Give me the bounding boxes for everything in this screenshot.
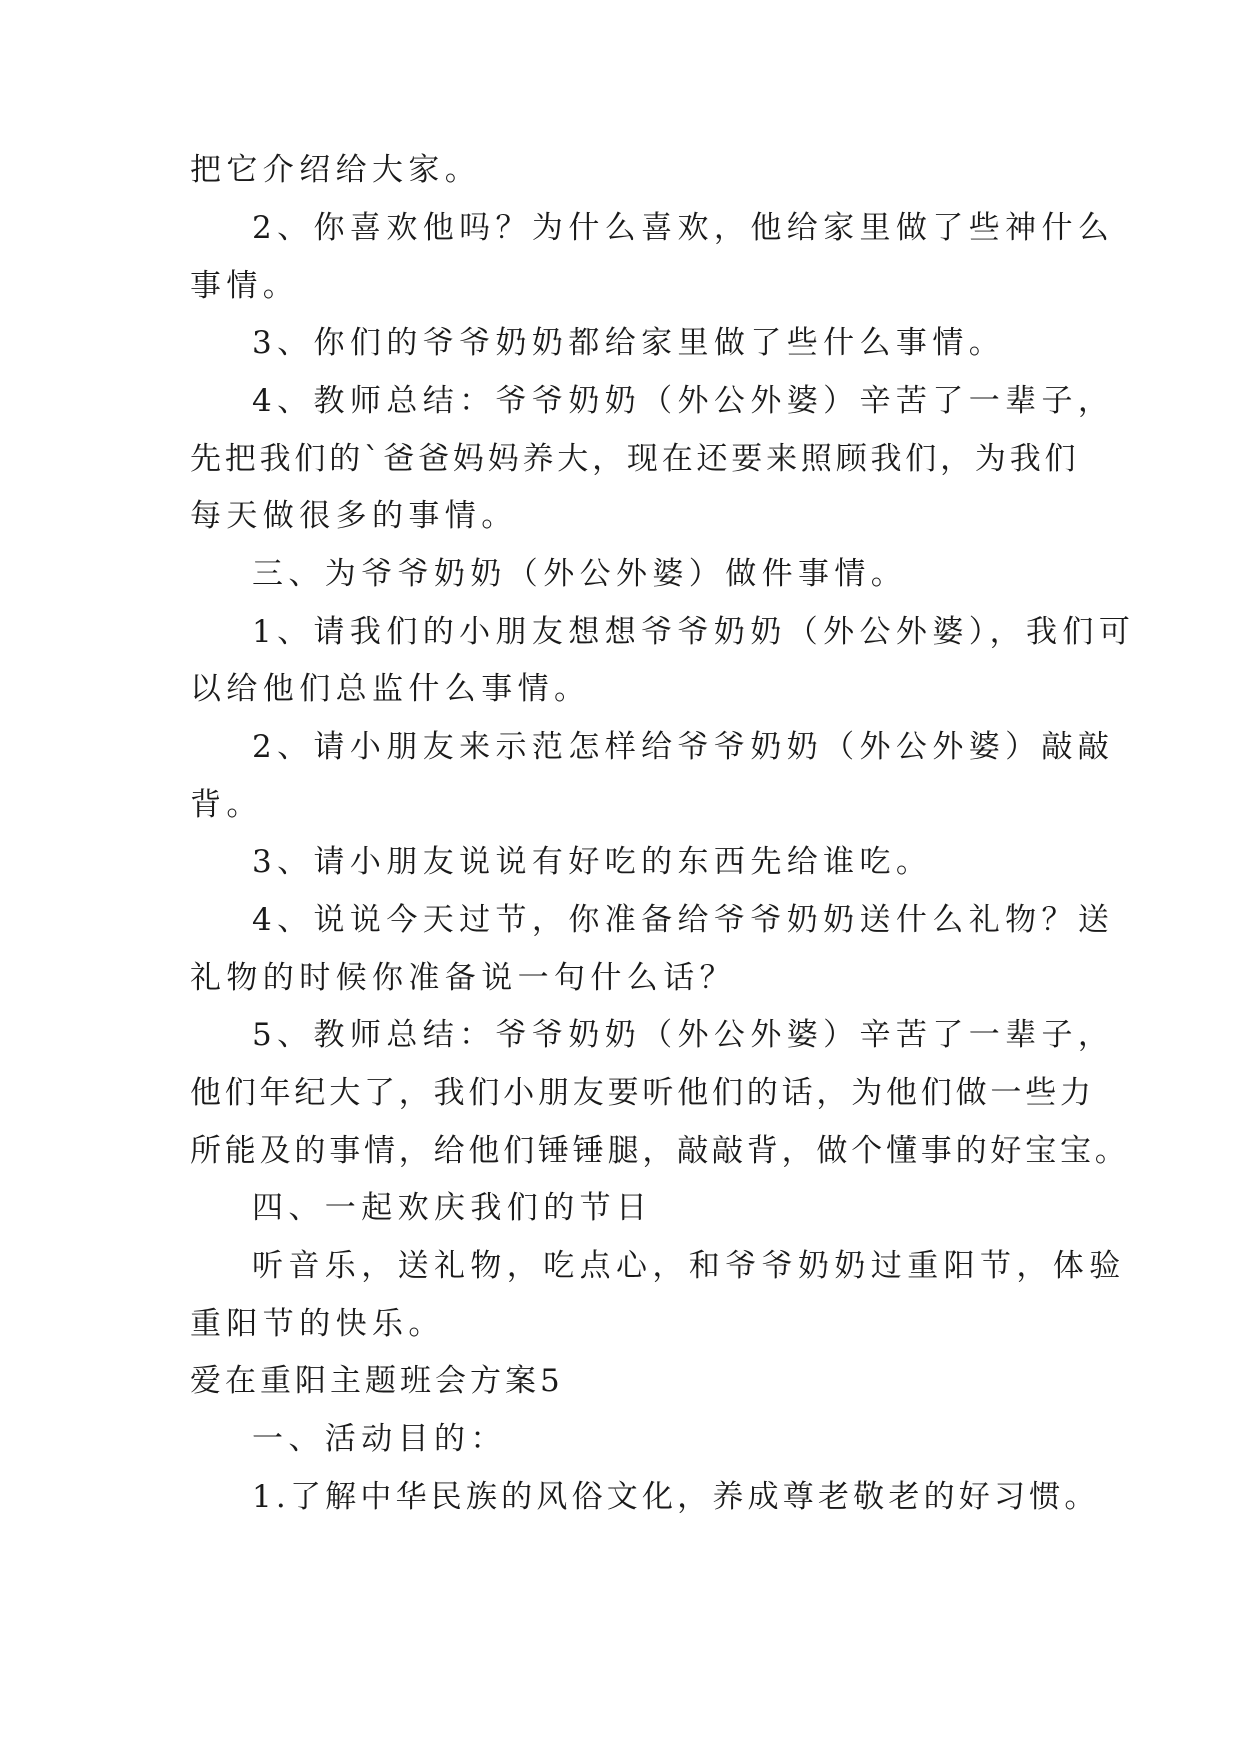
paragraph-line: 3、你们的爷爷奶奶都给家里做了些什么事情。 — [252, 325, 1006, 361]
section-heading: 一、活动目的： — [252, 1421, 507, 1457]
paragraph-line: 2、请小朋友来示范怎样给爷爷奶奶（外公外婆）敲敲 — [252, 729, 1115, 765]
paragraph-line: 以给他们总监什么事情。 — [190, 671, 591, 707]
paragraph-line: 先把我们的`爸爸妈妈养大，现在还要来照顾我们，为我们 — [190, 441, 1080, 477]
paragraph-line: 5、教师总结：爷爷奶奶（外公外婆）辛苦了一辈子， — [252, 1017, 1115, 1053]
paragraph-line: 他们年纪大了，我们小朋友要听他们的话，为他们做一些力 — [190, 1075, 1095, 1111]
paragraph-line: 听音乐，送礼物，吃点心，和爷爷奶奶过重阳节，体验 — [252, 1248, 1126, 1284]
paragraph-line: 1、请我们的小朋友想想爷爷奶奶（外公外婆），我们可 — [252, 614, 1136, 650]
document-title: 爱在重阳主题班会方案5 — [190, 1363, 564, 1399]
section-heading: 三、为爷爷奶奶（外公外婆）做件事情。 — [252, 556, 908, 592]
paragraph-line: 重阳节的快乐。 — [190, 1306, 445, 1342]
paragraph-line: 2、你喜欢他吗？为什么喜欢，他给家里做了些神什么 — [252, 210, 1115, 246]
paragraph-line: 把它介绍给大家。 — [190, 152, 482, 188]
paragraph-line: 礼物的时候你准备说一句什么话？ — [190, 960, 736, 996]
paragraph-line: 事情。 — [190, 268, 300, 304]
paragraph-line: 4、教师总结：爷爷奶奶（外公外婆）辛苦了一辈子， — [252, 383, 1115, 419]
paragraph-line: 所能及的事情，给他们锤锤腿，敲敲背，做个懂事的好宝宝。 — [190, 1133, 1130, 1169]
paragraph-line: 4、说说今天过节，你准备给爷爷奶奶送什么礼物？送 — [252, 902, 1115, 938]
section-heading: 四、一起欢庆我们的节日 — [252, 1190, 653, 1226]
paragraph-line: 3、请小朋友说说有好吃的东西先给谁吃。 — [252, 844, 933, 880]
paragraph-line: 背。 — [190, 787, 263, 823]
paragraph-line: 1.了解中华民族的风俗文化，养成尊老敬老的好习惯。 — [252, 1479, 1100, 1515]
paragraph-line: 每天做很多的事情。 — [190, 498, 518, 534]
